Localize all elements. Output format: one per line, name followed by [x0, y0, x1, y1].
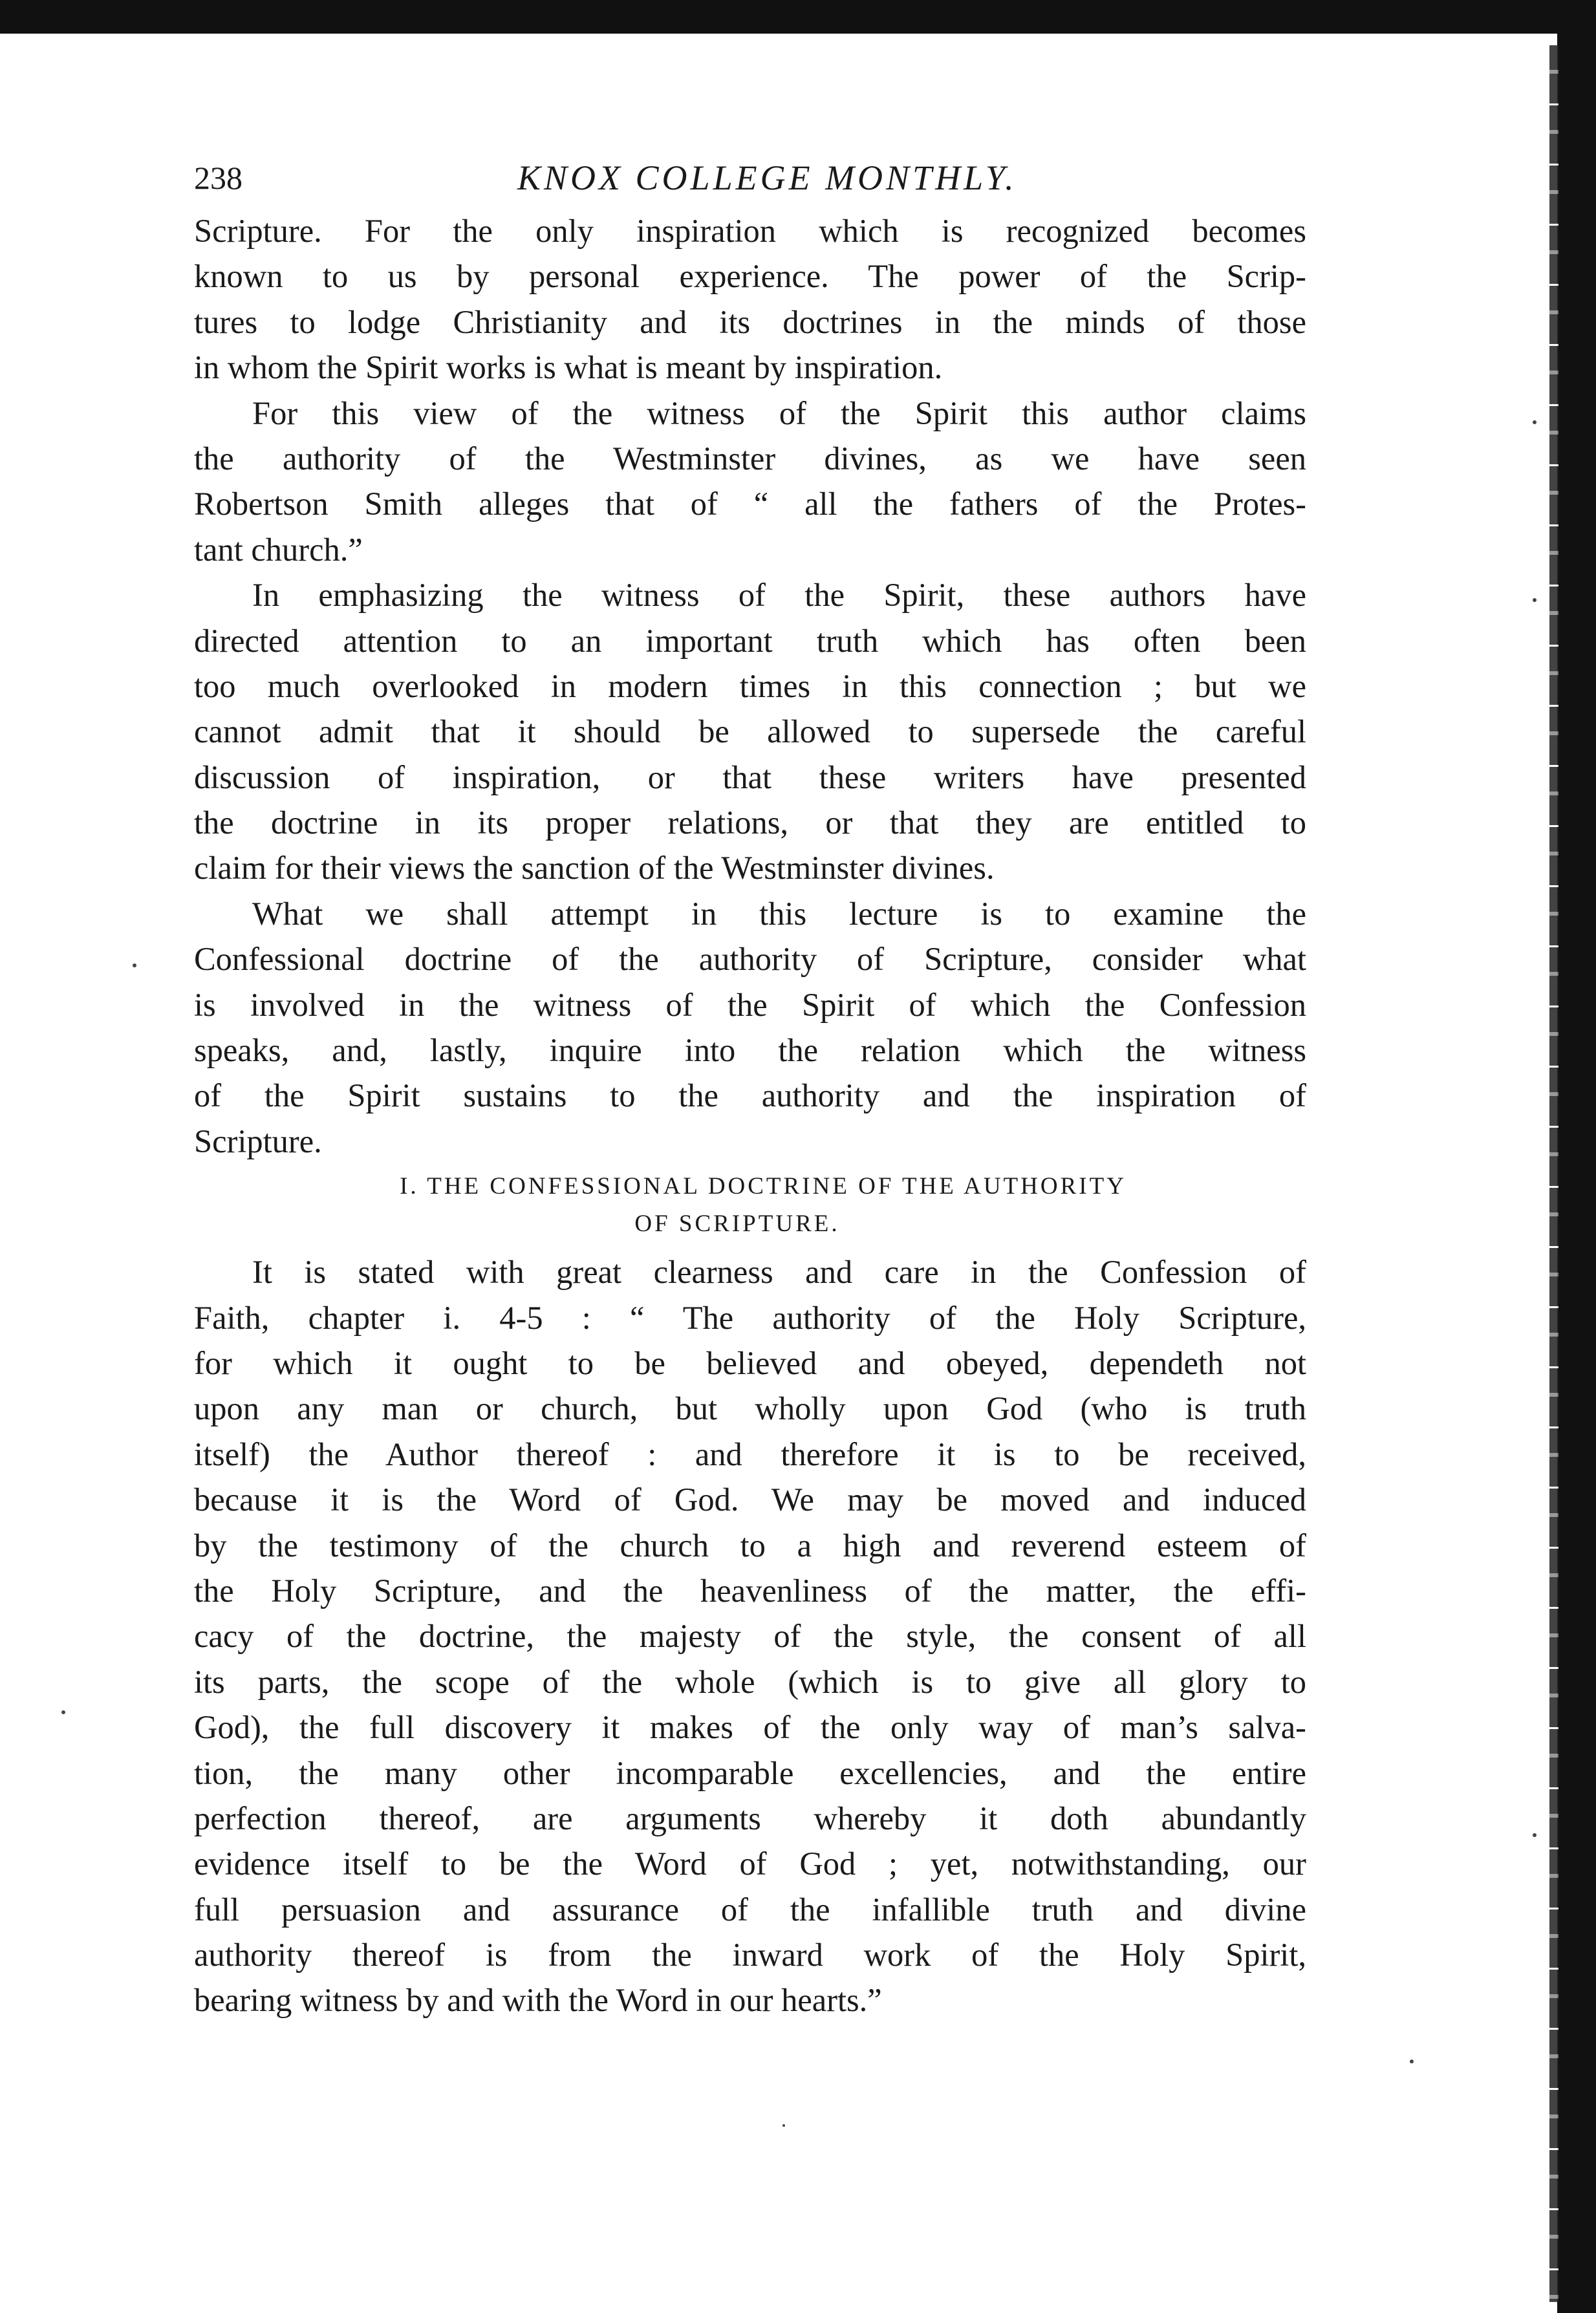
text-line: Faith, chapter i. 4-5 : “ The authority of the Holy Scripture,	[194, 1299, 1306, 1336]
section-heading-line: OF SCRIPTURE.	[634, 1210, 840, 1238]
binding-edge	[1549, 45, 1558, 2302]
text-line: the Holy Scripture, and the heavenliness of the matter, the effi-	[194, 1572, 1306, 1609]
text-line: itself) the Author thereof : and therefore it is to be received,	[194, 1436, 1306, 1472]
text-line: for which it ought to be believed and obeyed, dependeth not	[194, 1344, 1306, 1381]
running-head	[194, 149, 1306, 207]
section-heading	[194, 1168, 1306, 1243]
text-line: What we shall attempt in this lecture is to examine the	[252, 895, 1306, 932]
text-line: tures to lodge Christianity and its doctrines in the minds of those	[194, 303, 1306, 340]
text-line: cacy of the doctrine, the majesty of the style, the consent of all	[194, 1618, 1306, 1655]
text-line: the doctrine in its proper relations, or that they are entitled to	[194, 804, 1306, 841]
paragraph-1	[194, 208, 1306, 391]
scan-speck	[133, 963, 136, 967]
text-line: bearing witness by and with the Word in our hearts.”	[194, 1982, 882, 2019]
text-line: Scripture.	[194, 1123, 322, 1159]
scan-speck	[1410, 2060, 1414, 2063]
text-line: the authority of the Westminster divines, as we have seen	[194, 440, 1306, 477]
text-line: speaks, and, lastly, inquire into the relation which the witness	[194, 1032, 1306, 1069]
page-body	[194, 149, 1306, 2023]
paragraph-2	[194, 391, 1306, 573]
text-line: too much overlooked in modern times in this connection ; but we	[194, 667, 1306, 704]
scan-speck	[61, 1710, 65, 1714]
journal-title: KNOX COLLEGE MONTHLY.	[517, 158, 1017, 197]
scan-speck	[1533, 420, 1537, 424]
text-line: upon any man or church, but wholly upon God (who is truth	[194, 1390, 1306, 1427]
text-line: directed attention to an important truth which has often been	[194, 622, 1306, 659]
text-line: in whom the Spirit works is what is meant by inspiration.	[194, 349, 943, 386]
text-line: God), the full discovery it makes of the only way of man’s salva-	[194, 1709, 1306, 1746]
text-line: is involved in the witness of the Spirit of which the Confession	[194, 986, 1306, 1023]
text-line: evidence itself to be the Word of God ; yet, notwithstanding, our	[194, 1845, 1306, 1882]
text-line: because it is the Word of God. We may be moved and induced	[194, 1481, 1306, 1518]
text-line: its parts, the scope of the whole (which is to give all glory to	[194, 1663, 1306, 1700]
text-line: perfection thereof, are arguments whereby it doth abundantly	[194, 1800, 1306, 1836]
text-line: In emphasizing the witness of the Spirit, these authors have	[252, 577, 1306, 614]
scan-speck	[1533, 1833, 1537, 1837]
scan-speck	[782, 2124, 785, 2127]
text-line: Confessional doctrine of the authority of Scripture, consider what	[194, 941, 1306, 978]
text-line: authority thereof is from the inward work of the Holy Spirit,	[194, 1937, 1306, 1974]
scan-speck	[1533, 598, 1537, 602]
text-line: For this view of the witness of the Spirit this author claims	[252, 394, 1306, 431]
text-line: known to us by personal experience. The power of the Scrip-	[194, 258, 1306, 295]
text-line: by the testimony of the church to a high and reverend esteem of	[194, 1527, 1306, 1564]
paragraph-4	[194, 891, 1306, 1164]
text-line: Robertson Smith alleges that of “ all the fathers of the Protes-	[194, 486, 1306, 522]
top-border-rule	[0, 0, 1596, 34]
paragraph-3	[194, 572, 1306, 891]
text-line: tion, the many other incomparable excellencies, and the entire	[194, 1754, 1306, 1791]
text-line: It is stated with great clearness and care in the Confession of	[252, 1254, 1306, 1291]
text-line: cannot admit that it should be allowed to supersede the careful	[194, 713, 1306, 750]
text-line: Scripture. For the only inspiration which is recognized becomes	[194, 213, 1306, 249]
section-heading-line: I. THE CONFESSIONAL DOCTRINE OF THE AUTHORITY	[400, 1173, 1127, 1200]
text-line: full persuasion and assurance of the infallible truth and divine	[194, 1891, 1306, 1928]
text-line: claim for their views the sanction of the Westminster divines.	[194, 850, 995, 887]
text-line: of the Spirit sustains to the authority and the inspiration of	[194, 1077, 1306, 1114]
text-line: discussion of inspiration, or that these writers have presented	[194, 758, 1306, 795]
text-line: tant church.”	[194, 531, 363, 568]
right-border-rule	[1557, 0, 1596, 2313]
paragraph-5	[194, 1249, 1306, 2023]
page-number: 238	[194, 160, 243, 196]
